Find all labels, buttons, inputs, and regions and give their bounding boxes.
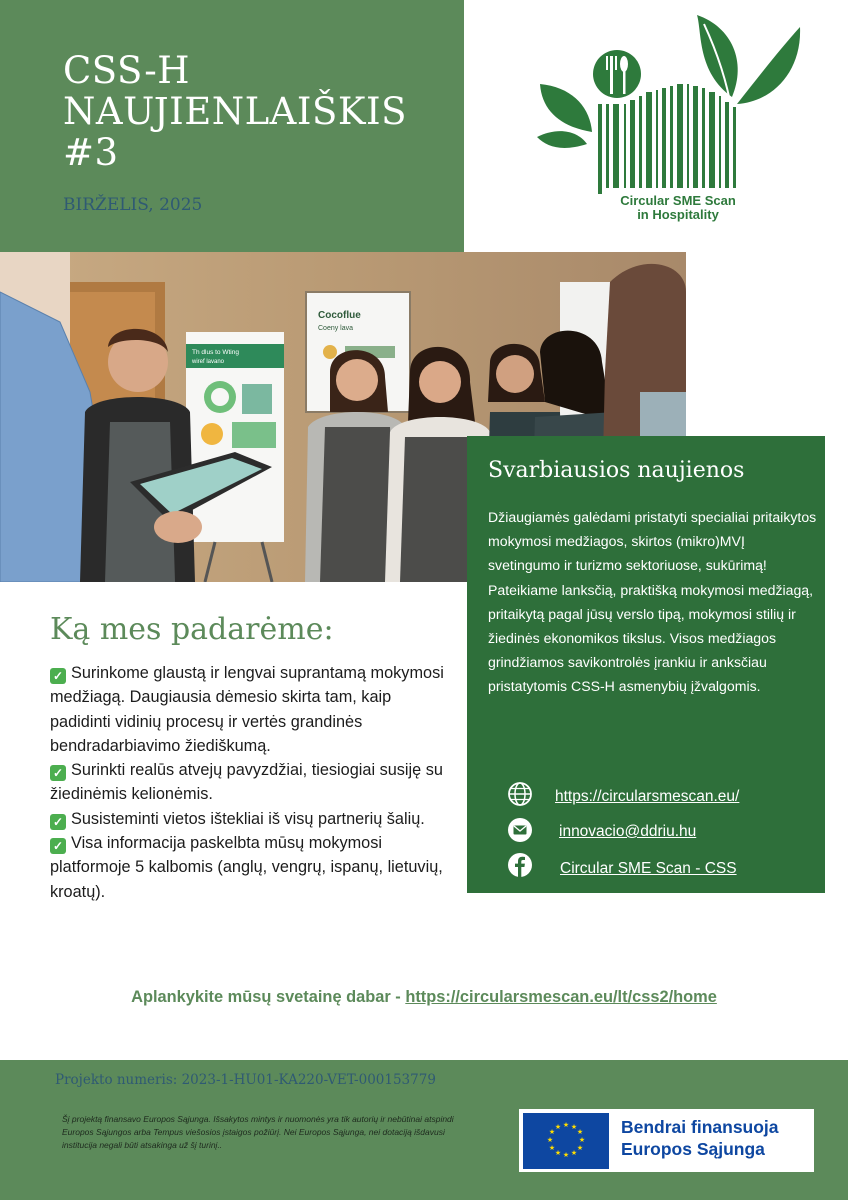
list-item bbox=[50, 661, 455, 758]
funding-disclaimer: Šį projektą finansavo Europos Sąjunga. Išsakytos mintys ir nuomonės yra tik autorių ir nebūtinai atspindi Europos Sąjungos arba Tempus viešosios įstaigos požiūrį. Nei Europos Sąjunga, nei dotaciją išdavusi institucija negali būti atsakinga už šį turinį.. bbox=[62, 1114, 454, 1150]
cta-link[interactable]: https://circularsmescan.eu/lt/css2/home bbox=[405, 988, 717, 1006]
did-heading: Ką mes padarėme: bbox=[50, 612, 334, 647]
facebook-link[interactable]: Circular SME Scan - CSS bbox=[560, 860, 737, 877]
svg-text:★: ★ bbox=[570, 1123, 578, 1131]
checkmark-icon: ✓ bbox=[50, 838, 66, 854]
news-body bbox=[488, 505, 820, 699]
call-to-action bbox=[0, 988, 848, 1007]
mail-icon bbox=[507, 817, 533, 843]
newsletter-title: CSS-H NAUJIENLAIŠKIS #3 bbox=[63, 49, 407, 174]
footer bbox=[0, 1060, 848, 1200]
svg-text:★: ★ bbox=[562, 1151, 570, 1159]
list-item bbox=[50, 758, 455, 807]
checkmark-icon: ✓ bbox=[50, 765, 66, 781]
eu-funding-badge bbox=[519, 1109, 814, 1172]
svg-text:★: ★ bbox=[576, 1128, 584, 1136]
svg-text:★: ★ bbox=[548, 1144, 556, 1152]
eu-funding-text bbox=[621, 1116, 779, 1160]
svg-text:★: ★ bbox=[546, 1136, 554, 1144]
cta-text: Aplankykite mūsų svetainę dabar - bbox=[131, 988, 406, 1006]
wall-board-title: Cocoflue bbox=[318, 310, 361, 321]
list-item bbox=[50, 831, 455, 904]
project-number: Projekto numeris: 2023-1-HU01-KA220-VET-000153779 bbox=[55, 1072, 436, 1088]
news-paragraph-2: Pateikiame lanksčią, praktišką mokymosi medžiagą, pritaikytą pagal jūsų verslo tipą, mokymosi stilių ir žiedinės ekonomikos tikslus. Visos medžiagos grindžiamos savikontrolės įrankiu ir anksčiau pristatytomis CSS-H asmenybių įžvalgomis. bbox=[488, 581, 814, 695]
svg-text:★: ★ bbox=[554, 1123, 562, 1131]
svg-text:★: ★ bbox=[576, 1144, 584, 1152]
svg-text:★: ★ bbox=[578, 1136, 586, 1144]
flipchart-title: Th dlus to Wting bbox=[192, 349, 239, 356]
logo-graphic bbox=[532, 12, 804, 227]
logo-text-line2: in Hospitality bbox=[637, 207, 719, 222]
did-item-text: Visa informacija paskelbta mūsų mokymosi platformoje 5 kalbomis (anglų, vengrų, ispanų, lietuvių, kroatų). bbox=[50, 834, 443, 901]
svg-text:★: ★ bbox=[562, 1121, 570, 1129]
facebook-icon bbox=[507, 852, 533, 878]
checkmark-icon: ✓ bbox=[50, 668, 66, 684]
header-banner bbox=[0, 0, 464, 252]
svg-text:★: ★ bbox=[554, 1149, 562, 1157]
checkmark-icon: ✓ bbox=[50, 814, 66, 830]
eu-funding-line1: Bendrai finansuoja bbox=[621, 1117, 779, 1137]
globe-icon bbox=[507, 781, 533, 807]
news-panel bbox=[467, 436, 825, 893]
did-item-text: Surinkti realūs atvejų pavyzdžiai, tiesiogiai susiję su žiedinėmis kelionėmis. bbox=[50, 761, 443, 804]
svg-text:★: ★ bbox=[570, 1149, 578, 1157]
email-link[interactable]: innovacio@ddriu.hu bbox=[559, 823, 697, 840]
news-paragraph-1: Džiaugiamės galėdami pristatyti specialiai pritaikytos mokymosi medžiagos, skirtos (mikro)MVĮ svetingumo ir turizmo sektoriuose, sukūrimą! bbox=[488, 509, 817, 574]
eu-funding-line2: Europos Sąjunga bbox=[621, 1139, 765, 1159]
list-item bbox=[50, 807, 455, 831]
did-item-text: Susisteminti vietos ištekliai iš visų partnerių šalių. bbox=[71, 809, 425, 828]
did-item-text: Surinkome glaustą ir lengvai suprantamą mokymosi medžiagą. Daugiausia dėmesio skirta tam, kaip padidinti vidinių procesų ir vertės grandinės bendradarbiavimo žiediškumą. bbox=[50, 664, 444, 755]
wall-board-subtitle: Coeny lava bbox=[318, 325, 354, 332]
logo-text-line1: Circular SME Scan bbox=[620, 193, 736, 208]
svg-text:★: ★ bbox=[548, 1128, 556, 1136]
did-list bbox=[50, 661, 455, 904]
website-link[interactable]: https://circularsmescan.eu/ bbox=[555, 788, 740, 805]
css-h-logo bbox=[532, 12, 804, 227]
newsletter-date: BIRŽELIS, 2025 bbox=[63, 195, 203, 215]
eu-flag-icon bbox=[523, 1113, 609, 1169]
flipchart-subtitle: wiref lavano bbox=[192, 359, 225, 365]
news-heading: Svarbiausios naujienos bbox=[488, 458, 745, 483]
